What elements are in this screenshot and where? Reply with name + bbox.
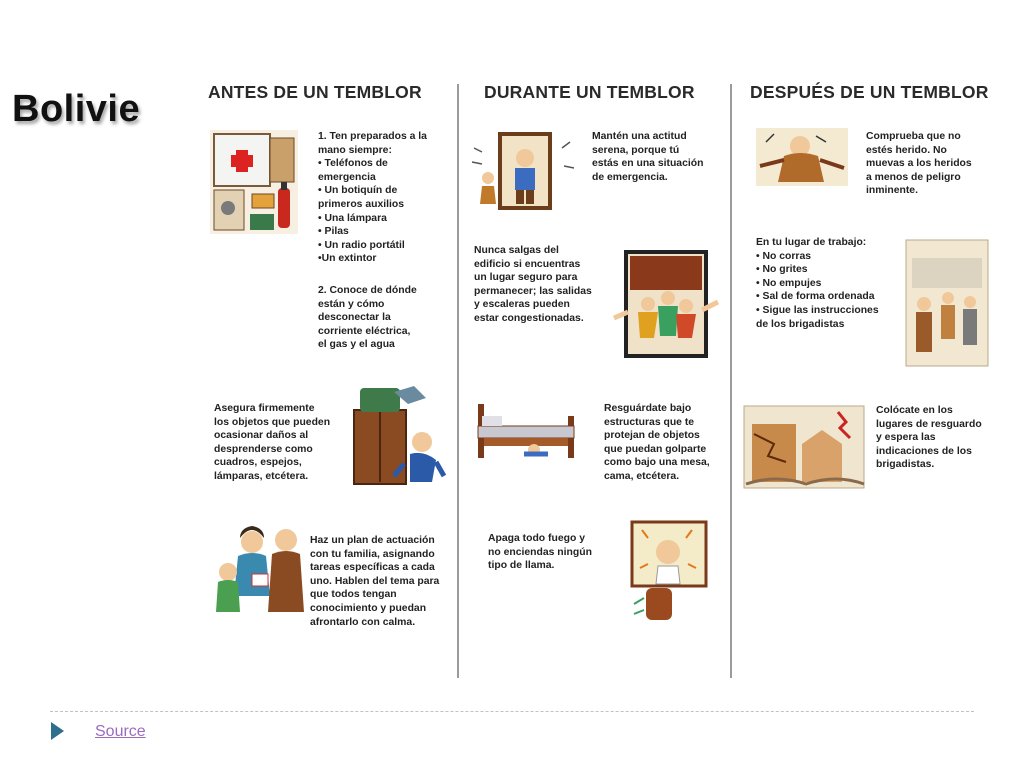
- family-illustration: [212, 524, 308, 616]
- source-link[interactable]: Source: [95, 723, 146, 740]
- text-line: el gas y el agua: [318, 339, 395, 351]
- footer-divider: [50, 711, 974, 712]
- text-line: primeros auxilios: [318, 198, 405, 210]
- text-line: 1. Ten preparados a la: [318, 131, 427, 142]
- text-line: desconectar la: [318, 312, 391, 324]
- text-line: • No corras: [756, 250, 812, 262]
- text-block-no-fire: [488, 532, 592, 573]
- text-line: Comprueba que no: [866, 131, 961, 142]
- text-line: como bajo una mesa,: [604, 457, 710, 469]
- text-line: • Un botiquín de: [318, 185, 398, 197]
- text-line: 2. Conoce de dónde: [318, 285, 417, 296]
- text-line: mano siempre:: [318, 144, 392, 156]
- text-line: uno. Hablen del tema para: [310, 575, 440, 587]
- text-line: y espera las: [876, 432, 936, 444]
- text-line: indicaciones de los: [876, 445, 972, 457]
- text-line: que puedan golparte: [604, 443, 707, 455]
- text-line: • No grites: [756, 264, 808, 276]
- text-line: tipo de llama.: [488, 560, 555, 572]
- text-line: tareas específicas a cada: [310, 562, 435, 574]
- text-line: En tu lugar de trabajo:: [756, 237, 867, 248]
- text-line: inminente.: [866, 185, 918, 197]
- text-block-dont-exit: [474, 244, 592, 326]
- text-line: emergencia: [318, 171, 376, 183]
- text-line: serena, porque tú: [592, 144, 680, 156]
- text-line: ocasionar daños al: [214, 430, 309, 442]
- text-line: Colócate en los: [876, 405, 953, 416]
- text-line: • Sal de forma ordenada: [756, 291, 875, 303]
- text-line: Nunca salgas del: [474, 245, 559, 256]
- text-line: Haz un plan de actuación: [310, 535, 435, 546]
- text-line: Asegura firmemente: [214, 403, 315, 414]
- text-block-utilities: [318, 284, 417, 352]
- text-block-take-cover: [604, 402, 710, 484]
- text-line: conocimiento y puedan: [310, 602, 427, 614]
- text-line: muevas a los heridos: [866, 158, 972, 170]
- text-line: permanecer; las salidas: [474, 285, 592, 297]
- slide-title: Bolivie: [12, 88, 141, 130]
- emergency-cabinet-illustration: [208, 128, 300, 236]
- text-line: estás en una situación: [592, 158, 704, 170]
- text-line: a menos de peligro: [866, 171, 961, 183]
- orderly-exit-illustration: [904, 238, 990, 368]
- text-line: un lugar seguro para: [474, 272, 578, 284]
- text-line: protejan de objetos: [604, 430, 700, 442]
- text-line: están y cómo: [318, 298, 385, 310]
- text-line: lámparas, etcétera.: [214, 470, 309, 482]
- text-line: de los brigadistas: [756, 318, 845, 330]
- text-line: brigadistas.: [876, 459, 935, 471]
- text-block-secure-objects: [214, 402, 330, 484]
- text-line: estar congestionadas.: [474, 312, 584, 324]
- text-block-kit-list: [318, 130, 427, 266]
- text-block-family-plan: [310, 534, 439, 629]
- crowded-exit-illustration: [610, 248, 720, 360]
- text-block-stay-calm: [592, 130, 703, 184]
- text-line: de emergencia.: [592, 171, 668, 183]
- text-line: Apaga todo fuego y: [488, 533, 585, 544]
- text-line: Mantén una actitud: [592, 131, 687, 142]
- column-title-durante: DURANTE UN TEMBLOR: [484, 82, 695, 102]
- text-line: • Sigue las instrucciones: [756, 304, 879, 316]
- text-line: corriente eléctrica,: [318, 325, 411, 337]
- text-line: lugares de resguardo: [876, 418, 982, 430]
- bullet-arrow-icon: [51, 722, 64, 740]
- text-line: cuadros, espejos,: [214, 457, 302, 469]
- text-line: Resguárdate bajo: [604, 403, 692, 414]
- injured-check-illustration: [754, 126, 850, 188]
- fire-hazard-illustration: [628, 518, 710, 624]
- text-line: • Pilas: [318, 226, 349, 238]
- text-line: no enciendas ningún: [488, 546, 592, 558]
- text-line: desprenderse como: [214, 443, 313, 455]
- text-line: • Un radio portátil: [318, 239, 405, 251]
- doorway-person-illustration: [470, 128, 580, 212]
- wardrobe-illustration: [350, 384, 450, 488]
- text-block-safe-zones: [876, 404, 982, 472]
- text-line: que todos tengan: [310, 589, 397, 601]
- column-divider: [457, 84, 459, 678]
- column-divider: [730, 84, 732, 678]
- text-line: los objetos que pueden: [214, 416, 331, 428]
- text-line: afrontarlo con calma.: [310, 616, 416, 628]
- column-title-antes: ANTES DE UN TEMBLOR: [208, 82, 422, 102]
- text-line: estés herido. No: [866, 144, 947, 156]
- text-line: • No empujes: [756, 277, 822, 289]
- text-line: estructuras que te: [604, 416, 695, 428]
- text-line: edificio si encuentras: [474, 258, 581, 270]
- text-line: • Teléfonos de: [318, 158, 388, 170]
- text-block-workplace: [756, 236, 879, 331]
- damaged-building-illustration: [742, 404, 866, 490]
- column-title-despues: DESPUÉS DE UN TEMBLOR: [750, 82, 989, 102]
- text-block-check-injuries: [866, 130, 972, 198]
- text-line: y escaleras pueden: [474, 299, 570, 311]
- text-line: con tu familia, asignando: [310, 548, 435, 560]
- text-line: • Una lámpara: [318, 212, 387, 224]
- text-line: •Un extintor: [318, 253, 377, 265]
- earthquake-poster: [198, 72, 1018, 684]
- bed-shelter-illustration: [474, 396, 578, 462]
- text-line: cama, etcétera.: [604, 470, 680, 482]
